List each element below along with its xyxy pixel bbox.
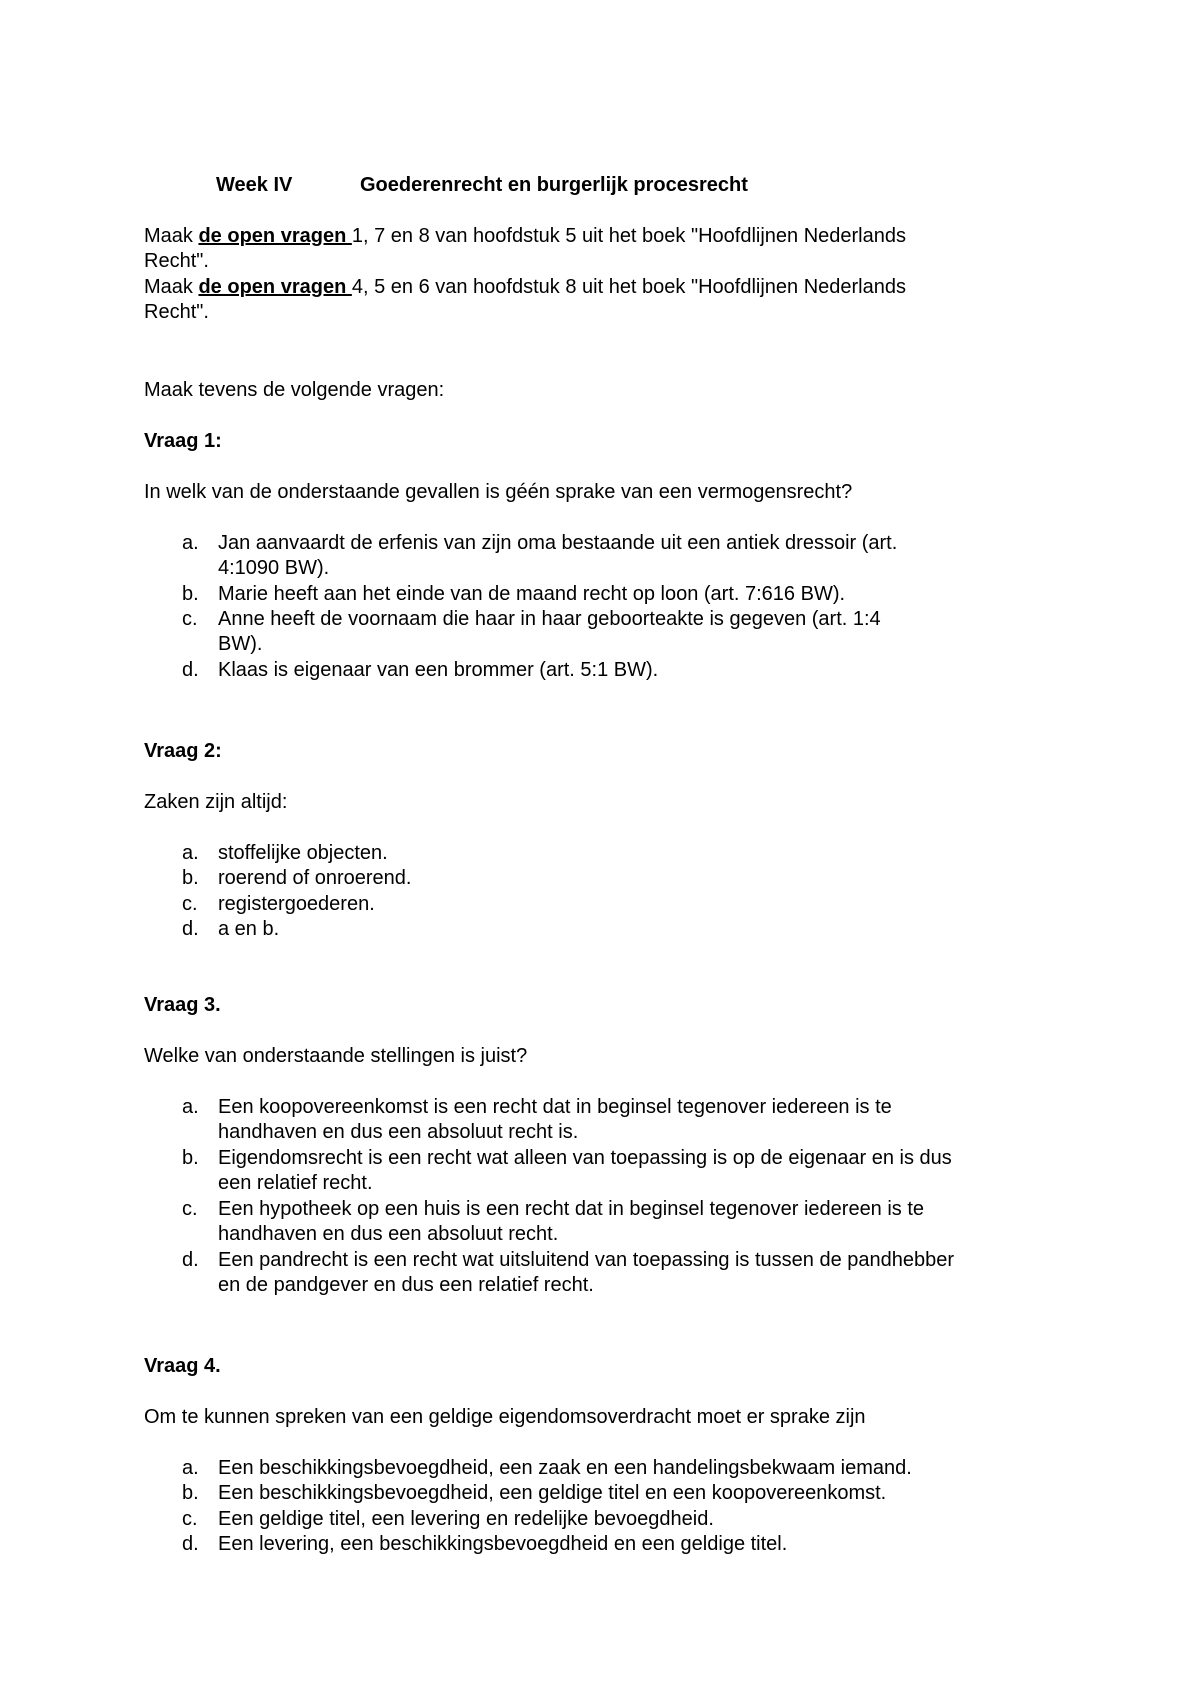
question-4-label: Vraag 4. [144,1355,221,1377]
intro-text: Maak tevens de volgende vragen: [144,379,445,401]
question-2-text: Zaken zijn altijd: [144,791,288,813]
title-week: Week IV [216,174,293,196]
instruction-2-emphasis: de open vragen [198,276,352,298]
instruction-1 [144,224,906,249]
question-3-text: Welke van onderstaande stellingen is juist? [144,1045,528,1067]
title-subject: Goederenrecht en burgerlijk procesrecht [360,174,748,196]
instruction-1-text: 1, 7 en 8 van hoofdstuk 5 uit het boek "Hoofdlijnen Nederlands [351,225,906,247]
instruction-2-prefix: Maak [144,276,199,298]
instruction-1-emphasis: de open vragen [198,225,352,247]
question-1-label: Vraag 1: [144,430,222,452]
question-4-text: Om te kunnen spreken van een geldige eigendomsoverdracht moet er sprake zijn [144,1406,866,1428]
instruction-2-text: 4, 5 en 6 van hoofdstuk 8 uit het boek "Hoofdlijnen Nederlands [351,276,906,298]
question-3-label: Vraag 3. [144,994,221,1016]
instruction-1-cont: Recht". [144,250,209,272]
question-1-text: In welk van de onderstaande gevallen is géén sprake van een vermogensrecht? [144,481,853,503]
instruction-2 [144,275,906,300]
question-2-label: Vraag 2: [144,740,222,762]
instruction-2-cont: Recht". [144,301,209,323]
instruction-1-prefix: Maak [144,225,199,247]
